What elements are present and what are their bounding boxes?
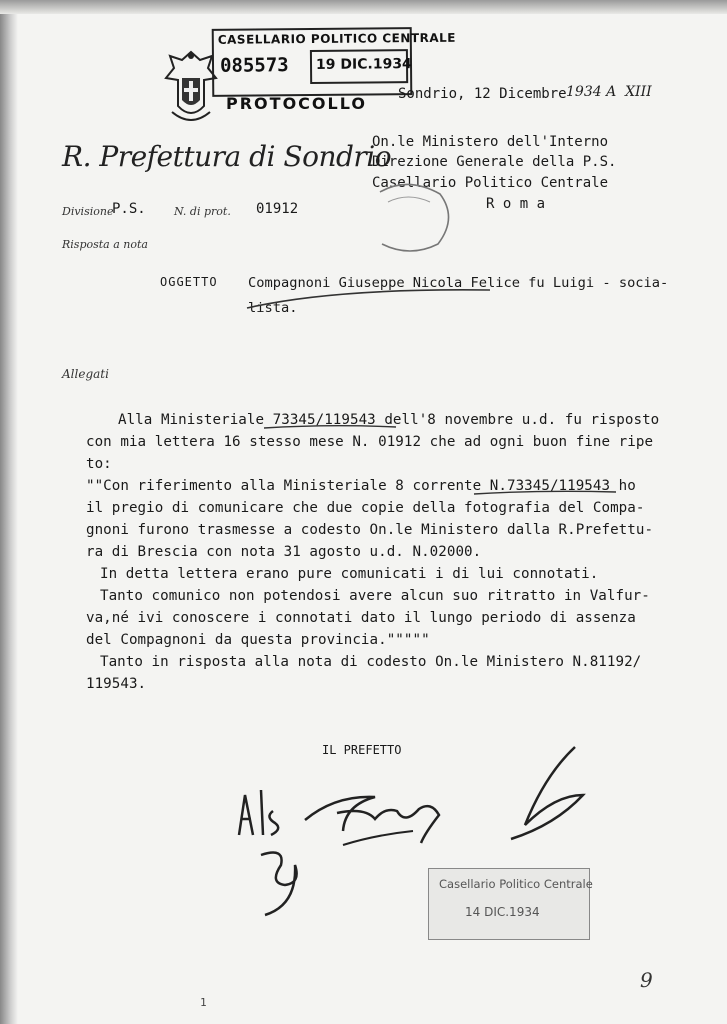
place-date: Sondrio, 12 Dicembre [398, 86, 567, 102]
recipient-city: R o m a [486, 196, 546, 212]
margin-mark: 1 [200, 996, 207, 1009]
body-line: Tanto in risposta alla nota di codesto On.le Ministero N.81192/ [100, 654, 642, 670]
signatory-title: IL PREFETTO [322, 743, 402, 757]
body-line: con mia lettera 16 stesso mese N. 01912 che ad ogni buon fine ripe [86, 434, 654, 450]
subject-line: Compagnoni Giuseppe Nicola Felice fu Luigi - socia- [248, 275, 669, 291]
stamp-heading: CASELLARIO POLITICO CENTRALE [217, 30, 457, 47]
receipt-stamp-date: 14 DIC.1934 [465, 905, 540, 919]
protocol-label: N. di prot. [174, 205, 231, 218]
body-line: ""Con riferimento alla Ministeriale 8 corrente N.73345/119543 ho [86, 478, 636, 494]
protocol-stamp [212, 27, 457, 97]
body-line: del Compagnoni da questa provincia.""""" [86, 632, 430, 648]
scan-edge-top [0, 0, 727, 14]
office-letterhead: R. Prefettura di Sondrio [62, 140, 392, 173]
body-line: va,né ivi conoscere i connotati dato il lungo periodo di assenza [86, 610, 636, 626]
scan-edge-left [0, 0, 18, 1024]
body-line: to: [86, 456, 112, 472]
letter-body [86, 412, 706, 698]
underline-mark [245, 284, 495, 312]
attachments-label: Allegati [62, 367, 109, 381]
body-line: Alla Ministeriale 73345/119543 dell'8 novembre u.d. fu risposto [118, 412, 660, 428]
division-label: Divisione [62, 205, 114, 218]
receipt-stamp-heading: Casellario Politico Centrale [439, 877, 593, 891]
underline-mark [260, 420, 400, 432]
stamp-date-box [310, 49, 412, 84]
body-line: Tanto comunico non potendosi avere alcun suo ritratto in Valfur- [100, 588, 650, 604]
body-line: 119543. [86, 676, 147, 692]
body-line: gnoni furono trasmesse a codesto On.le Ministero dalla R.Prefettu- [86, 522, 654, 538]
stamp-date: 19 DIC.1934 [315, 56, 412, 73]
subject-label: OGGETTO [160, 275, 218, 289]
underline-mark [470, 486, 620, 498]
stamp-label: PROTOCOLLO [226, 94, 367, 113]
recipient-line: Casellario Politico Centrale [372, 175, 609, 191]
recipient-line: On.le Ministero dell'Interno [372, 134, 609, 150]
reply-label: Risposta a nota [62, 238, 148, 251]
protocol-value: 01912 [256, 201, 299, 217]
body-line: ra di Brescia con nota 31 agosto u.d. N.02000. [86, 544, 482, 560]
stamp-number: 085573 [219, 54, 289, 77]
subject-line: lista. [248, 300, 298, 316]
round-stamp-icon [360, 182, 456, 254]
body-line: In detta lettera erano pure comunicati i di lui connotati. [100, 566, 599, 582]
receipt-stamp [428, 868, 593, 940]
body-line: il pregio di comunicare che due copie della fotografia del Compa- [86, 500, 645, 516]
year: 1934 A XIII [566, 84, 652, 100]
page-number: 9 [640, 968, 653, 992]
recipient-line: Direzione Generale della P.S. [372, 154, 617, 170]
division-value: P.S. [112, 201, 146, 217]
